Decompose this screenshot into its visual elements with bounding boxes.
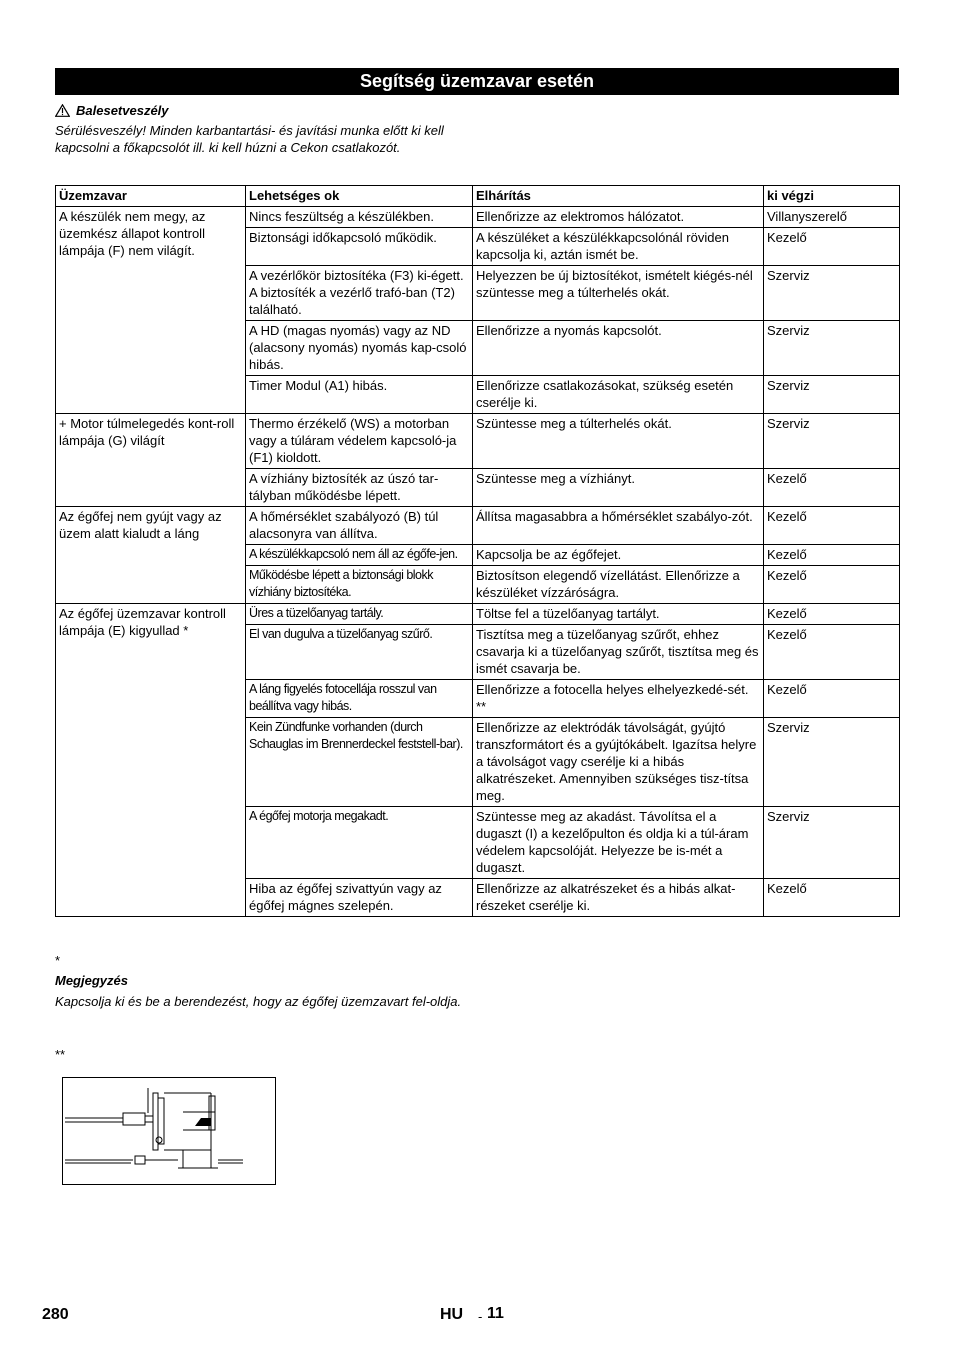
note-title: Megjegyzés	[55, 973, 128, 988]
header-cause: Lehetséges ok	[246, 186, 473, 207]
remedy-cell: Tisztítsa meg a tüzelőanyag szűrőt, ehhez csavarja ki a tüzelőanyag szűrőt, tisztítsa meg és ismét csavarja be.	[473, 625, 764, 680]
warning-block	[55, 102, 475, 156]
performed-by-cell: Szerviz	[764, 414, 900, 469]
performed-by-cell: Kezelő	[764, 604, 900, 625]
warning-text: Sérülésveszély! Minden karbantartási- és javítási munka előtt ki kell kapcsolni a főkapcsolót ill. ki kell húzni a Cekon csatlakozót.	[55, 123, 444, 155]
remedy-cell: Ellenőrizze az elektromos hálózatot.	[473, 207, 764, 228]
performed-by-cell: Szerviz	[764, 376, 900, 414]
remedy-cell: Biztosítson elegendő vízellátást. Ellenőrizze a készüléket vízzáróságra.	[473, 566, 764, 604]
performed-by-cell: Kezelő	[764, 545, 900, 566]
performed-by-cell: Villanyszerelő	[764, 207, 900, 228]
fault-cell: Az égőfej üzemzavar kontroll lámpája (E) kigyullad *	[56, 604, 246, 917]
remedy-cell: Ellenőrizze az elektródák távolságát, gyújtó transzformátort és a gyújtókábelt. Igazítsa helyre a távolságot vagy cserélje ki a hibás alkatrészeket. Amennyiben szükséges tisz-títsa meg.	[473, 718, 764, 807]
cause-cell: A hőmérséklet szabályozó (B) túl alacsonyra van állítva.	[246, 507, 473, 545]
remedy-cell: A készüléket a készülékkapcsolónál röviden kapcsolja ki, aztán ismét be.	[473, 228, 764, 266]
performed-by-cell: Szerviz	[764, 266, 900, 321]
cause-cell: A láng figyelés fotocellája rosszul van beállítva vagy hibás.	[246, 680, 473, 718]
header-performed-by: ki végzi	[764, 186, 900, 207]
cause-cell: A készülékkapcsoló nem áll az égőfe-jen.	[246, 545, 473, 566]
fault-cell: Az égőfej nem gyújt vagy az üzem alatt kialudt a láng	[56, 507, 246, 604]
remedy-cell: Szüntesse meg az akadást. Távolítsa el a dugaszt (I) a kezelőpulton és oldja ki a túl-áram védelem kapcsolóját. Helyezze be is-mét a dugaszt.	[473, 807, 764, 879]
cause-cell: El van dugulva a tüzelőanyag szűrő.	[246, 625, 473, 680]
photocell-drawing	[63, 1078, 275, 1184]
remedy-cell: Szüntesse meg a túlterhelés okát.	[473, 414, 764, 469]
performed-by-cell: Kezelő	[764, 566, 900, 604]
footer-dash: -	[478, 1309, 483, 1324]
remedy-cell: Ellenőrizze az alkatrészeket és a hibás alkat-részeket cserélje ki.	[473, 879, 764, 917]
remedy-cell: Helyezzen be új biztosítékot, ismételt kiégés-nél szüntesse meg a túlterhelés okát.	[473, 266, 764, 321]
cause-cell: Hiba az égőfej szivattyún vagy az égőfej mágnes szelepén.	[246, 879, 473, 917]
cause-cell: Nincs feszültség a készülékben.	[246, 207, 473, 228]
page-number: 280	[42, 1306, 69, 1323]
performed-by-cell: Szerviz	[764, 718, 900, 807]
section-title: Segítség üzemzavar esetén	[55, 68, 899, 95]
remedy-cell: Állítsa magasabbra a hőmérséklet szabályo-zót.	[473, 507, 764, 545]
remedy-cell: Töltse fel a tüzelőanyag tartályt.	[473, 604, 764, 625]
remedy-cell: Ellenőrizze a nyomás kapcsolót.	[473, 321, 764, 376]
cause-cell: Timer Modul (A1) hibás.	[246, 376, 473, 414]
table-row	[56, 604, 900, 625]
cause-cell: Működésbe lépett a biztonsági blokk vízhiány biztosítéka.	[246, 566, 473, 604]
footnote-marker-1: *	[55, 953, 61, 968]
header-remedy: Elhárítás	[473, 186, 764, 207]
remedy-cell: Kapcsolja be az égőfejet.	[473, 545, 764, 566]
performed-by-cell: Kezelő	[764, 625, 900, 680]
footnote-marker-2: **	[55, 1047, 66, 1062]
cause-cell: A vízhiány biztosíték az úszó tar-tályban működésbe lépett.	[246, 469, 473, 507]
cause-cell: Üres a tüzelőanyag tartály.	[246, 604, 473, 625]
troubleshooting-table	[55, 185, 900, 917]
table-row	[56, 507, 900, 545]
cause-cell: A HD (magas nyomás) vagy az ND (alacsony nyomás) nyomás kap-csoló hibás.	[246, 321, 473, 376]
photocell-diagram	[62, 1077, 276, 1185]
section-page-number: 11	[487, 1305, 504, 1322]
remedy-cell: Szüntesse meg a vízhiányt.	[473, 469, 764, 507]
language-code: HU	[440, 1306, 464, 1323]
cause-cell: Thermo érzékelő (WS) a motorban vagy a túláram védelem kapcsoló-ja (F1) kioldott.	[246, 414, 473, 469]
performed-by-cell: Kezelő	[764, 507, 900, 545]
cause-cell: Biztonsági időkapcsoló működik.	[246, 228, 473, 266]
remedy-cell: Ellenőrizze csatlakozásokat, szükség esetén cserélje ki.	[473, 376, 764, 414]
fault-cell: A készülék nem megy, az üzemkész állapot kontroll lámpája (F) nem világít.	[56, 207, 246, 414]
fault-cell: + Motor túlmelegedés kont-roll lámpája (G) világít	[56, 414, 246, 507]
warning-heading	[55, 102, 475, 119]
table-row	[56, 207, 900, 228]
cause-cell: Kein Zündfunke vorhanden (durch Schauglas im Brennerdeckel feststell-bar).	[246, 718, 473, 807]
table-row	[56, 414, 900, 469]
performed-by-cell: Szerviz	[764, 807, 900, 879]
header-fault: Üzemzavar	[56, 186, 246, 207]
cause-cell: A égőfej motorja megakadt.	[246, 807, 473, 879]
performed-by-cell: Szerviz	[764, 321, 900, 376]
warning-heading-text: Balesetveszély	[76, 103, 169, 118]
note-text: Kapcsolja ki és be a berendezést, hogy az égőfej üzemzavart fel-oldja.	[55, 994, 462, 1009]
performed-by-cell: Kezelő	[764, 879, 900, 917]
cause-cell: A vezérlőkör biztosítéka (F3) ki-égett. A biztosíték a vezérlő trafó-ban (T2) található.	[246, 266, 473, 321]
table-header-row	[56, 186, 900, 207]
performed-by-cell: Kezelő	[764, 469, 900, 507]
performed-by-cell: Kezelő	[764, 680, 900, 718]
warning-triangle-icon	[55, 104, 70, 117]
remedy-cell: Ellenőrizze a fotocella helyes elhelyezkedé-sét. **	[473, 680, 764, 718]
performed-by-cell: Kezelő	[764, 228, 900, 266]
